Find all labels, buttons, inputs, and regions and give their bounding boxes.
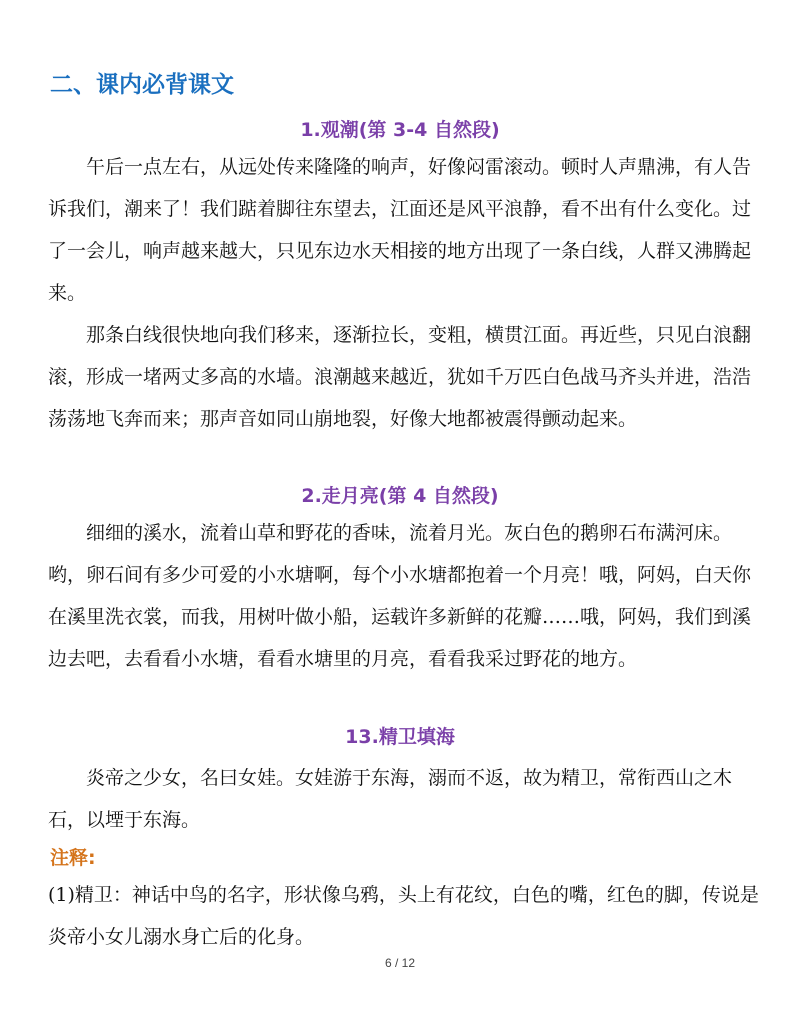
lesson-title-zouyueliang: 2.走月亮(第 4 自然段) [301, 485, 499, 507]
note-item: (1)精卫：神话中鸟的名字，形状像乌鸦，头上有花纹，白色的嘴，红色的脚，传说是炎帝小女儿溺水身亡后的化身。 [48, 884, 759, 948]
notes-heading: 注释: [50, 847, 96, 869]
page-number: 6 / 12 [384, 956, 416, 970]
paragraph-guanchao-2: 那条白线很快地向我们移来，逐渐拉长，变粗，横贯江面。再近些，只见白浪翻滚，形成一堵两丈多高的水墙。浪潮越来越近，犹如千万匹白色战马齐头并进，浩浩荡荡地飞奔而来；那声音如同山崩地裂，好像大地都被震得颤动起来。 [48, 324, 752, 430]
lesson-title-guanchao: 1.观潮(第 3-4 自然段) [300, 119, 500, 141]
paragraph-guanchao-1: 午后一点左右，从远处传来隆隆的响声，好像闷雷滚动。顿时人声鼎沸，有人告诉我们，潮来了！我们踮着脚往东望去，江面还是风平浪静，看不出有什么变化。过了一会儿，响声越来越大，只见东边水天相接的地方出现了一条白线，人群又沸腾起来。 [48, 156, 752, 304]
section-title: 二、课内必背课文 [50, 72, 234, 98]
paragraph-zouyueliang-1: 细细的溪水，流着山草和野花的香味，流着月光。灰白色的鹅卵石布满河床。哟，卵石间有多少可爱的小水塘啊，每个小水塘都抱着一个月亮！哦，阿妈，白天你在溪里洗衣裳，而我，用树叶做小船，运载许多新鲜的花瓣……哦，阿妈，我们到溪边去吧，去看看小水塘，看看水塘里的月亮，看看我采过野花的地方。 [48, 522, 752, 670]
lesson-title-jingwei: 13.精卫填海 [345, 726, 455, 748]
paragraph-jingwei-1: 炎帝之少女，名曰女娃。女娃游于东海，溺而不返，故为精卫，常衔西山之木石，以堙于东海。 [48, 767, 733, 831]
